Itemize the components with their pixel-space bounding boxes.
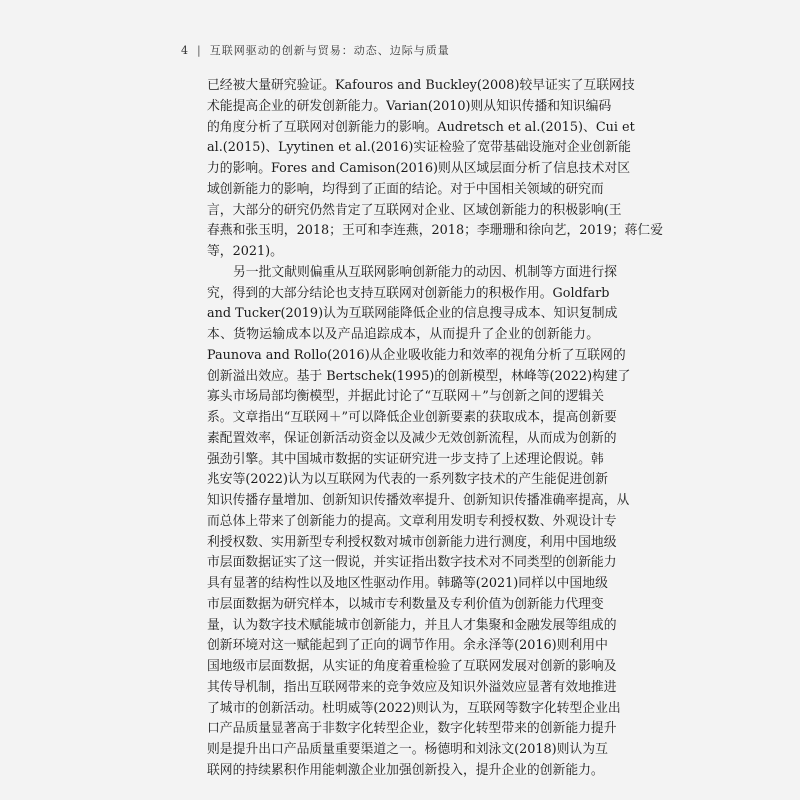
text-line: 已经被大量研究验证。Kafouros and Buckley(2008)较早证实了互联网技 [207, 78, 635, 93]
text-line: 国地级市层面数据，从实证的角度着重检验了互联网发展对创新的影响及 [207, 659, 617, 674]
text-line: al.(2015)、Lyytinen et al.(2016)实证检验了宽带基础设施对企业创新能 [207, 140, 631, 156]
header-separator: | [197, 44, 202, 57]
text-line: 另一批文献则偏重从互联网影响创新能力的动因、机制等方面进行探 [233, 264, 617, 280]
text-line: 力的影响。Fores and Camison(2016)则从区域层面分析了信息技术对区 [207, 161, 630, 176]
text-line: 市层面数据证实了这一假说，并实证指出数字技术对不同类型的创新能力 [207, 555, 617, 571]
text-line: 的角度分析了互联网对创新能力的影响。Audretsch et al.(2015)、Cui et [207, 119, 635, 135]
running-header [181, 42, 450, 58]
text-line: and Tucker(2019)认为互联网能降低企业的信息搜寻成本、知识复制成 [207, 306, 618, 322]
text-line: 口产品质量显著高于非数字化转型企业，数字化转型带来的创新能力提升 [207, 721, 617, 737]
text-line: 强劲引擎。其中国城市数据的实证研究进一步支持了上述理论假说。韩 [207, 451, 604, 467]
text-line: 联网的持续累积作用能刺激企业加强创新投入，提升企业的创新能力。 [207, 762, 604, 778]
text-line: 则是提升出口产品质量重要渠道之一。杨德明和刘泳文(2018)则认为互 [207, 742, 608, 757]
text-line: 究，得到的大部分结论也支持互联网对创新能力的积极作用。Goldfarb [207, 285, 610, 301]
paragraph [207, 76, 664, 263]
page-number: 4 [181, 44, 189, 57]
text-line: 素配置效率，保证创新活动资金以及减少无效创新流程，从而成为创新的 [207, 430, 617, 446]
text-line: 利授权数、实用新型专利授权数对城市创新能力进行测度，利用中国地级 [207, 534, 617, 550]
text-line: 知识传播存量增加、创新知识传播效率提升、创新知识传播准确率提高，从 [207, 493, 630, 508]
text-line: 量，认为数字技术赋能城市创新能力，并且人才集聚和金融发展等组成的 [207, 617, 617, 633]
text-line: 言，大部分的研究仍然肯定了互联网对企业、区域创新能力的积极影响(王 [207, 202, 622, 218]
text-line: 其传导机制，指出互联网带来的竞争效应及知识外溢效应显著有效地推进 [207, 679, 617, 695]
text-line: 术能提高企业的研发创新能力。Varian(2010)则从知识传播和知识编码 [207, 98, 612, 114]
text-line: 而总体上带来了创新能力的提高。文章利用发明专利授权数、外观设计专 [207, 513, 617, 529]
paragraph [207, 263, 631, 782]
text-line: 创新溢出效应。基于 Bertschek(1995)的创新模型，林峰等(2022)构建了 [207, 368, 631, 384]
text-line: 域创新能力的影响，均得到了正面的结论。对于中国相关领域的研究而 [207, 181, 604, 197]
text-line: 春燕和张玉明，2018；王可和李连燕，2018；李珊珊和徐向艺，2019；蒋仁爱 [207, 223, 664, 239]
text-line: Paunova and Rollo(2016)从企业吸收能力和效率的视角分析了互联网的 [207, 347, 626, 363]
book-title: 互联网驱动的创新与贸易：动态、边际与质量 [209, 44, 450, 57]
text-line: 具有显著的结构性以及地区性驱动作用。韩璐等(2021)同样以中国地级 [207, 576, 608, 591]
text-line: 了城市的创新活动。杜明威等(2022)则认为，互联网等数字化转型企业出 [207, 700, 621, 716]
body-text [207, 76, 664, 782]
text-line: 本、货物运输成本以及产品追踪成本，从而提升了企业的创新能力。 [207, 327, 599, 342]
text-line: 创新环境对这一赋能起到了正向的调节作用。余永泽等(2016)则利用中 [207, 638, 608, 654]
text-line: 市层面数据为研究样本，以城市专利数量及专利价值为创新能力代理变 [207, 596, 604, 612]
text-line: 寡头市场局部均衡模型，并据此讨论了“互联网＋”与创新之间的逻辑关 [207, 389, 604, 405]
text-line: 等，2021)。 [207, 244, 283, 259]
text-line: 系。文章指出“互联网＋”可以降低企业创新要素的获取成本，提高创新要 [207, 410, 617, 425]
text-line: 兆安等(2022)认为以互联网为代表的一系列数字技术的产生能促进创新 [207, 472, 608, 488]
